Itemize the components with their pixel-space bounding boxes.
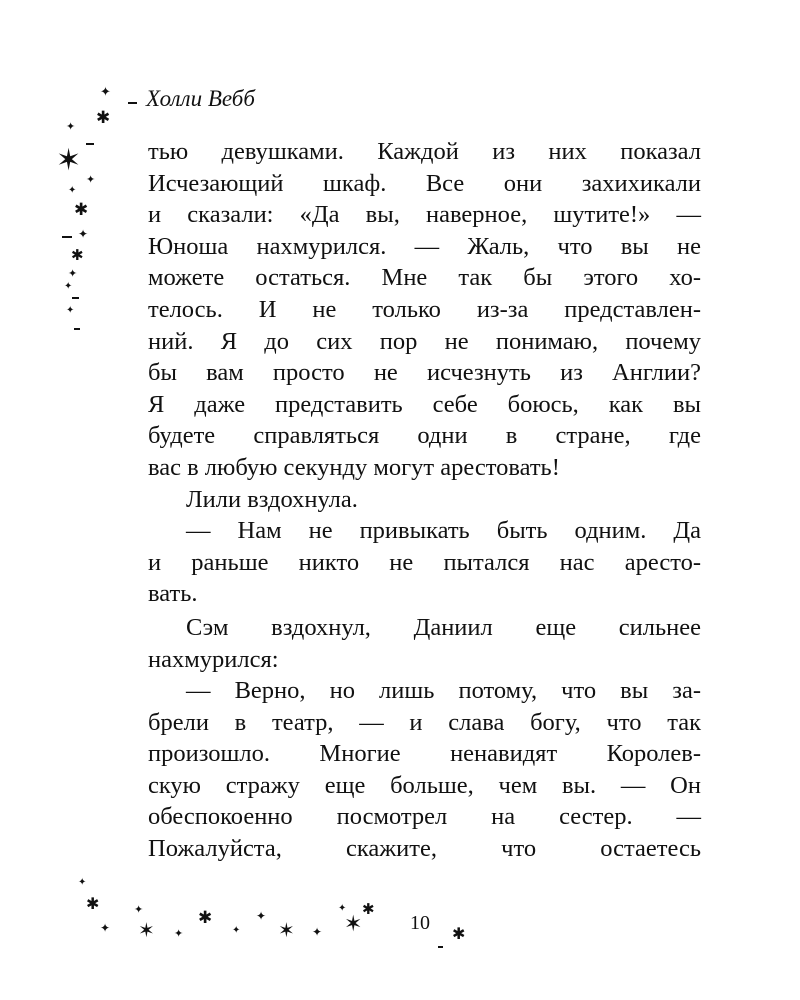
sparkle-icon: ✦ [174,927,184,940]
text-line: нахмурился: [148,645,279,673]
text-line: — Верно, но лишь потому, что вы за- [186,677,701,705]
sparkle-icon: ✦ [66,305,75,316]
text-line: и раньше никто не пытался нас аресто- [148,548,701,576]
text-line: бы вам просто не исчезнуть из Англии? [148,359,701,387]
text-line: Юноша нахмурился. — Жаль, что вы не [148,232,701,260]
sparkle-icon: ✦ [232,925,241,936]
text-line: вас в любую секунду могут арестовать! [148,453,560,481]
text-line: будете справляться одни в стране, где [148,422,701,450]
sparkle-icon: ✦ [78,227,89,241]
sparkle-dash [86,143,94,145]
sparkle-icon: ✶ [278,918,295,942]
text-line: Лили вздохнула. [186,485,358,513]
text-line: Исчезающий шкаф. Все они захихикали [148,169,701,197]
sparkle-icon: ✱ [86,894,100,913]
text-line: скую стражу еще больше, чем вы. — Он [148,771,701,799]
sparkle-icon: ✦ [86,173,96,186]
sparkle-icon: ✱ [198,908,213,928]
page-number: 10 [410,912,430,934]
text-line: можете остаться. Мне так бы этого хо- [148,264,701,292]
sparkle-icon: ✱ [71,246,84,264]
sparkle-dash [438,946,443,948]
text-line: и сказали: «Да вы, наверное, шутите!» — [148,201,701,229]
text-line: тью девушками. Каждой из них показал [148,138,701,165]
sparkle-icon: ✦ [338,903,347,914]
sparkle-icon: ✶ [344,912,363,937]
sparkle-dash [72,297,79,299]
text-line: телось. И не только из-за представлен- [148,295,701,323]
text-line: брели в театр, — и слава богу, что так [148,708,701,736]
sparkle-icon: ✱ [96,108,111,128]
text-line: Пожалуйста, скажите, что остаетесь [148,835,701,863]
sparkle-icon: ✶ [138,918,155,942]
sparkle-icon: ✦ [68,267,78,280]
text-line: обеспокоенно посмотрел на сестер. — [148,803,701,831]
sparkle-icon: ✶ [56,143,82,178]
text-line: Сэм вздохнул, Даниил еще сильнее [186,613,701,641]
sparkle-icon: ✦ [68,185,77,196]
text-line: Я даже представить себе боюсь, как вы [148,390,701,418]
sparkle-icon: ✦ [100,85,111,100]
sparkle-icon: ✦ [100,921,111,935]
sparkle-icon: ✦ [78,877,87,888]
sparkle-icon: ✱ [362,900,375,918]
sparkle-dash [128,102,137,104]
sparkle-dash [74,328,80,330]
text-line: ний. Я до сих пор не понимаю, почему [148,327,701,355]
sparkle-dash [62,236,72,238]
sparkle-icon: ✱ [74,200,89,220]
sparkle-icon: ✦ [312,925,323,939]
sparkle-icon: ✦ [64,281,73,292]
sparkle-icon: ✦ [134,903,144,916]
sparkle-icon: ✱ [452,924,466,943]
running-header: Холли Вебб [146,86,255,111]
text-line: — Нам не привыкать быть одним. Да [186,517,701,545]
text-line: произошло. Многие ненавидят Королев- [148,740,701,768]
sparkle-icon: ✦ [256,909,267,923]
sparkle-icon: ✦ [66,120,76,133]
text-line: вать. [148,580,198,608]
body-text [148,136,701,865]
